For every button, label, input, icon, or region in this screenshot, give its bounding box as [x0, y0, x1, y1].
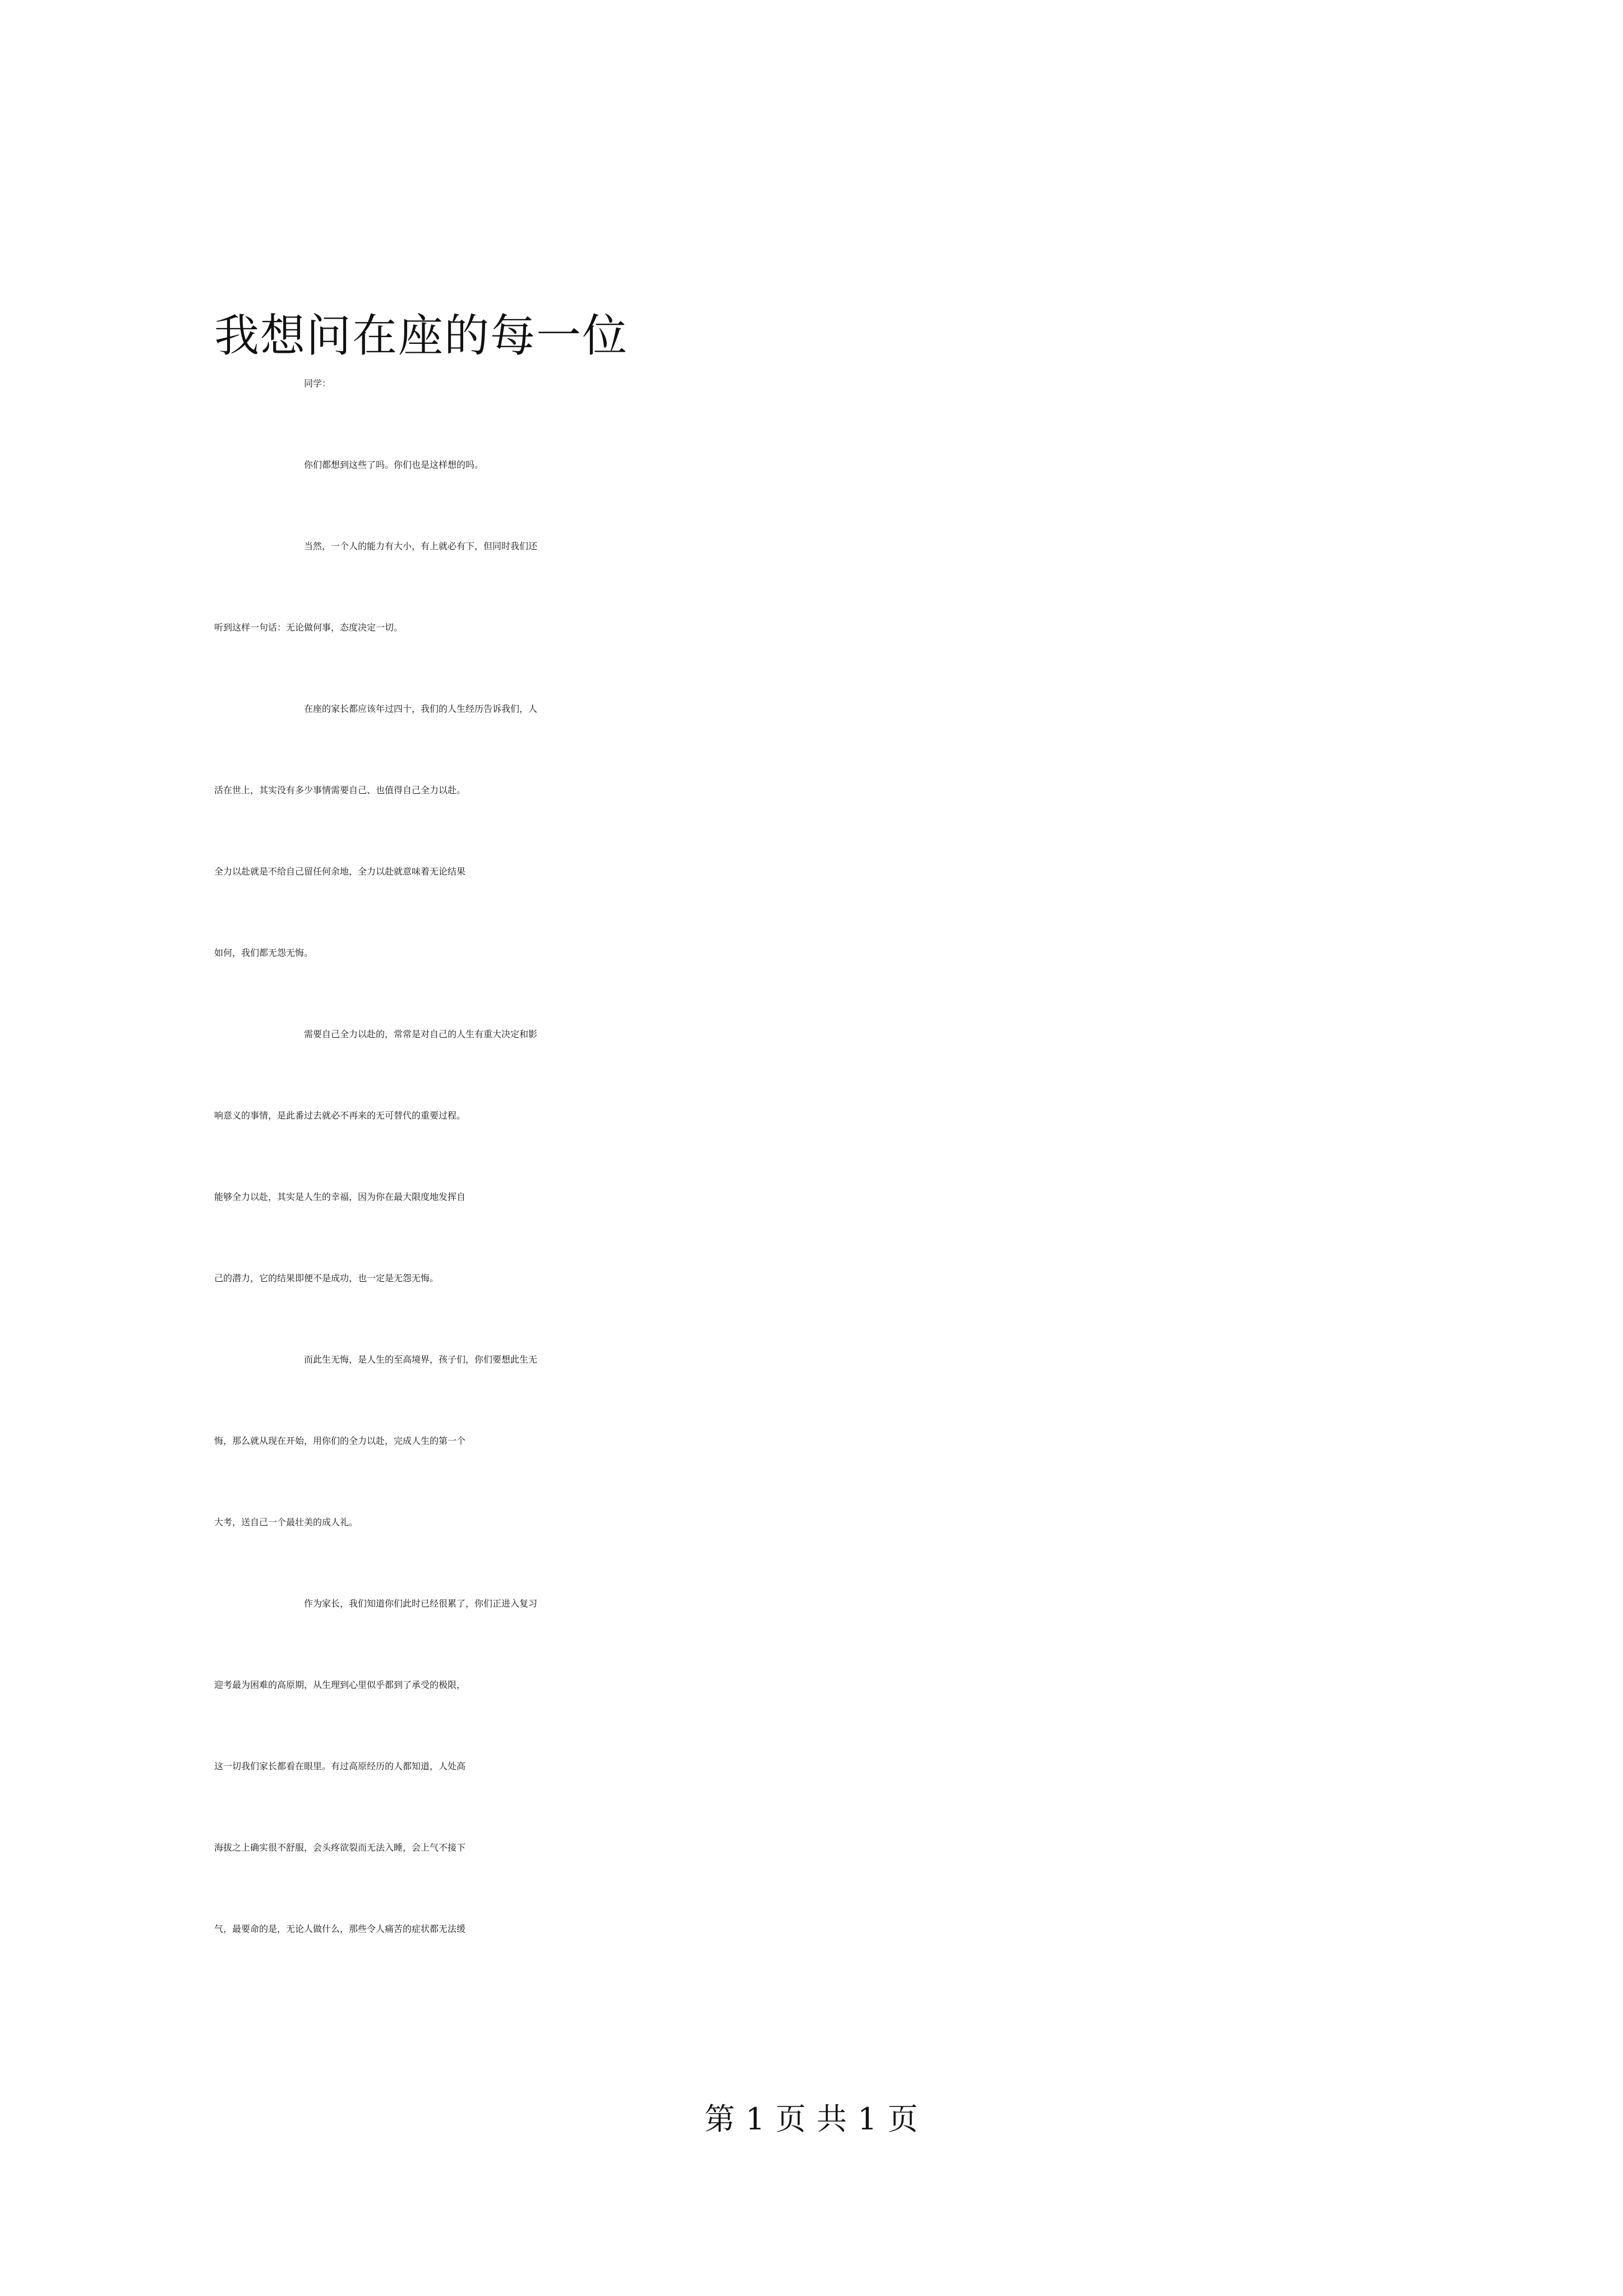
paragraph-line: 这一切我们家长都看在眼里。有过高原经历的人都知道，人处高 — [214, 1761, 466, 1772]
paragraph-line: 大考，送自己一个最壮美的成人礼。 — [214, 1517, 358, 1527]
opening-line: 我想问在座的每一位 — [214, 310, 628, 362]
paragraph-line: 海拔之上确实很不舒服，会头疼欲裂而无法入睡，会上气不接下 — [214, 1842, 466, 1853]
paragraph-1 — [214, 376, 1426, 458]
paragraph-line: 作为家长，我们知道你们此时已经很累了，你们正进入复习 — [304, 1598, 538, 1609]
paragraph-line: 而此生无悔，是人生的至高境界，孩子们，你们要想此生无 — [304, 1354, 538, 1365]
paragraph-5 — [214, 1027, 1426, 1352]
paragraph-line: 同学： — [304, 378, 331, 389]
page-footer: 第 1 页 共 1 页 — [704, 2101, 919, 2137]
paragraph-line: 迎考最为困难的高原期，从生理到心里似乎都到了承受的极限， — [214, 1680, 466, 1690]
paragraph-line: 需要自己全力以赴的，常常是对自己的人生有重大决定和影 — [304, 1029, 538, 1039]
paragraph-line: 己的潜力，它的结果即便不是成功，也一定是无怨无悔。 — [214, 1273, 439, 1283]
paragraph-line: 当然，一个人的能力有大小，有上就必有下，但同时我们还 — [304, 541, 538, 551]
paragraph-4 — [214, 702, 1426, 1027]
paragraph-line: 响意义的事情，是此番过去就必不再来的无可替代的重要过程。 — [214, 1110, 466, 1121]
paragraph-line: 听到这样一句话：无论做何事，态度决定一切。 — [214, 622, 403, 633]
paragraph-line: 全力以赴就是不给自己留任何余地，全力以赴就意味着无论结果 — [214, 866, 466, 877]
paragraph-7 — [214, 1596, 1426, 2003]
paragraph-line: 如何，我们都无怨无悔。 — [214, 947, 313, 958]
paragraph-line: 悔，那么就从现在开始，用你们的全力以赴，完成人生的第一个 — [214, 1435, 466, 1446]
document-body — [214, 295, 1426, 2003]
paragraph-line: 在座的家长都应该年过四十，我们的人生经历告诉我们，人 — [304, 703, 538, 714]
paragraph-3 — [214, 539, 1426, 702]
paragraph-line: 气，最要命的是，无论人做什么，那些令人痛苦的症状都无法缓 — [214, 1924, 466, 1934]
paragraph-line: 你们都想到这些了吗。你们也是这样想的吗。 — [304, 459, 484, 470]
paragraph-line: 能够全力以赴，其实是人生的幸福，因为你在最大限度地发挥自 — [214, 1191, 466, 1202]
paragraph-2 — [214, 458, 1426, 539]
paragraph-line: 活在世上，其实没有多少事情需要自己、也值得自己全力以赴。 — [214, 785, 466, 795]
paragraph-6 — [214, 1352, 1426, 1596]
